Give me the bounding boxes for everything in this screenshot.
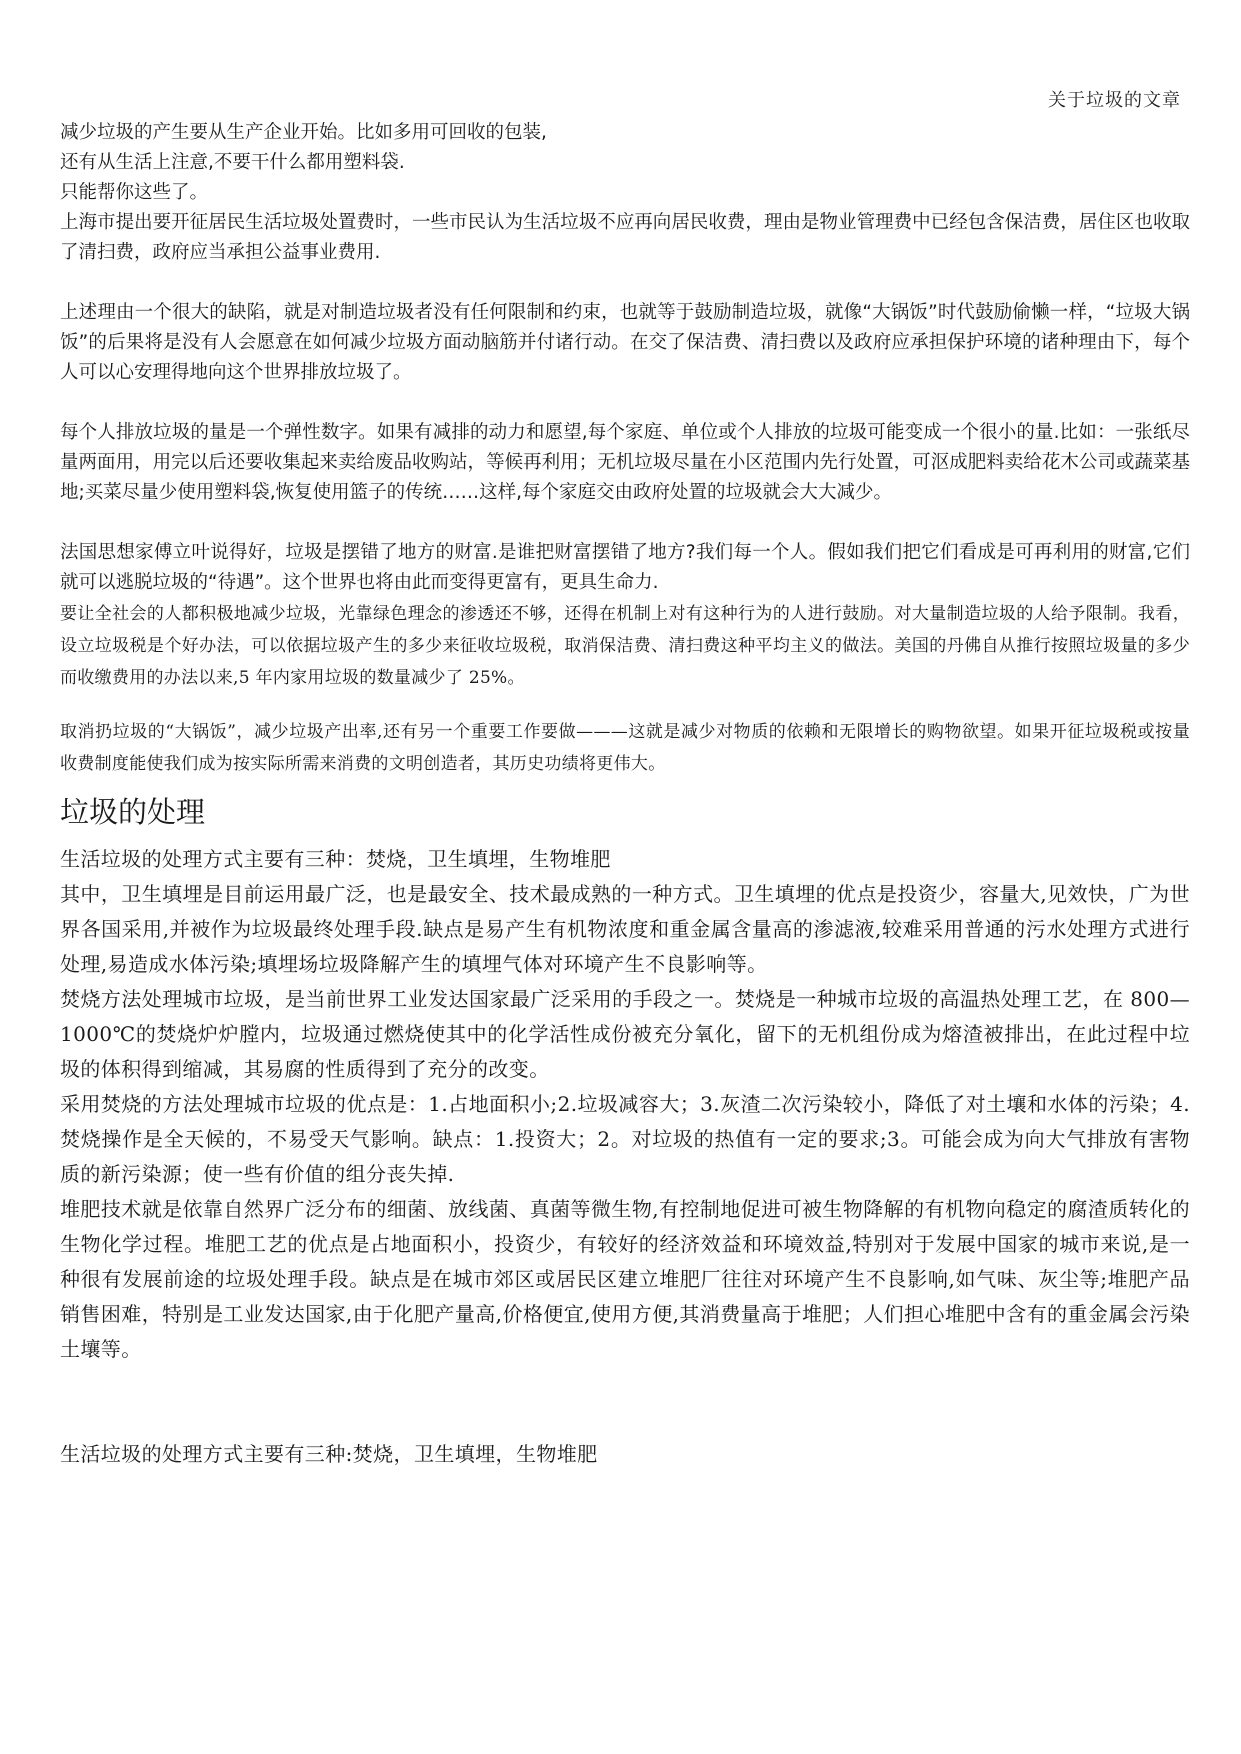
section-heading: 垃圾的处理	[60, 795, 206, 829]
paragraph: 法国思想家傅立叶说得好，垃圾是摆错了地方的财富.是谁把财富摆错了地方?我们每一个人。假如我们把它们看成是可再利用的财富,它们就可以逃脱垃圾的“待遇”。这个世界也将由此而变得更富有，更具生命力.	[60, 542, 1190, 593]
paragraph: 每个人排放垃圾的量是一个弹性数字。如果有减排的动力和愿望,每个家庭、单位或个人排放的垃圾可能变成一个很小的量.比如：一张纸尽量两面用，用完以后还要收集起来卖给废品收购站，等候再利用；无机垃圾尽量在小区范围内先行处置，可沤成肥料卖给花木公司或蔬菜基地;买菜尽量少使用塑料袋,恢复使用篮子的传统……这样,每个家庭交由政府处置的垃圾就会大大减少。	[60, 422, 1190, 503]
paragraph: 采用焚烧的方法处理城市垃圾的优点是：1.占地面积小;2.垃圾减容大；3.灰渣二次污染较小，降低了对土壤和水体的污染；4.焚烧操作是全天候的，不易受天气影响。缺点：1.投资大；2。对垃圾的热值有一定的要求;3。可能会成为向大气排放有害物质的新污染源；使一些有价值的组分丧失掉.	[60, 1092, 1190, 1186]
paragraph: 生活垃圾的处理方式主要有三种：焚烧，卫生填埋，生物堆肥	[60, 847, 611, 871]
paragraph: 焚烧方法处理城市垃圾，是当前世界工业发达国家最广泛采用的手段之一。焚烧是一种城市垃圾的高温热处理工艺，在 800—1000℃的焚烧炉炉膛内，垃圾通过燃烧使其中的化学活性成份被充分氧化，留下的无机组份成为熔渣被排出，在此过程中垃圾的体积得到缩减，其易腐的性质得到了充分的改变。	[60, 987, 1190, 1081]
paragraph-gap	[60, 508, 1190, 538]
paragraph: 只能帮你这些了。	[60, 182, 209, 203]
paragraph: 上海市提出要开征居民生活垃圾处置费时，一些市民认为生活垃圾不应再向居民收费，理由是物业管理费中已经包含保洁费，居住区也收取了清扫费，政府应当承担公益事业费用.	[60, 212, 1190, 263]
paragraph: 还有从生活上注意,不要干什么都用塑料袋.	[60, 152, 405, 173]
closing-line: 生活垃圾的处理方式主要有三种:焚烧，卫生填埋，生物堆肥	[60, 1442, 598, 1466]
paragraph: 减少垃圾的产生要从生产企业开始。比如多用可回收的包装,	[60, 122, 547, 143]
paragraph: 要让全社会的人都积极地减少垃圾，光靠绿色理念的渗透还不够，还得在机制上对有这种行为的人进行鼓励。对大量制造垃圾的人给予限制。我看，设立垃圾税是个好办法，可以依据垃圾产生的多少来征收垃圾税，取消保洁费、清扫费这种平均主义的做法。美国的丹佛自从推行按照垃圾量的多少而收缴费用的办法以来,5 年内家用垃圾的数量减少了 25%。	[60, 604, 1190, 688]
paragraph: 上述理由一个很大的缺陷，就是对制造垃圾者没有任何限制和约束，也就等于鼓励制造垃圾，就像“大锅饭”时代鼓励偷懒一样，“垃圾大锅饭”的后果将是没有人会愿意在如何减少垃圾方面动脑筋并付诸行动。在交了保洁费、清扫费以及政府应承担保护环境的诸种理由下，每个人可以心安理得地向这个世界排放垃圾了。	[60, 302, 1190, 383]
page-header-title: 关于垃圾的文章	[1048, 90, 1181, 111]
paragraph: 堆肥技术就是依靠自然界广泛分布的细菌、放线菌、真菌等微生物,有控制地促进可被生物降解的有机物向稳定的腐渣质转化的生物化学过程。堆肥工艺的优点是占地面积小，投资少，有较好的经济效益和环境效益,特别对于发展中国家的城市来说,是一种很有发展前途的垃圾处理手段。缺点是在城市郊区或居民区建立堆肥厂往往对环境产生不良影响,如气味、灰尘等;堆肥产品销售困难，特别是工业发达国家,由于化肥产量高,价格便宜,使用方便,其消费量高于堆肥；人们担心堆肥中含有的重金属会污染土壤等。	[60, 1197, 1190, 1361]
paragraph-gap	[60, 268, 1190, 298]
paragraph-gap	[60, 1367, 1190, 1437]
document-body	[60, 118, 1190, 1472]
paragraph: 其中，卫生填埋是目前运用最广泛，也是最安全、技术最成熟的一种方式。卫生填埋的优点是投资少，容量大,见效快，广为世界各国采用,并被作为垃圾最终处理手段.缺点是易产生有机物浓度和重金属含量高的渗滤液,较难采用普通的污水处理方式进行处理,易造成水体污染;填埋场垃圾降解产生的填埋气体对环境产生不良影响等。	[60, 882, 1190, 976]
paragraph-gap	[60, 388, 1190, 418]
paragraph-gap	[60, 694, 1190, 716]
paragraph: 取消扔垃圾的“大锅饭”，减少垃圾产出率,还有另一个重要工作要做———这就是减少对物质的依赖和无限增长的购物欲望。如果开征垃圾税或按量收费制度能使我们成为按实际所需来消费的文明创造者，其历史功绩将更伟大。	[60, 722, 1190, 774]
